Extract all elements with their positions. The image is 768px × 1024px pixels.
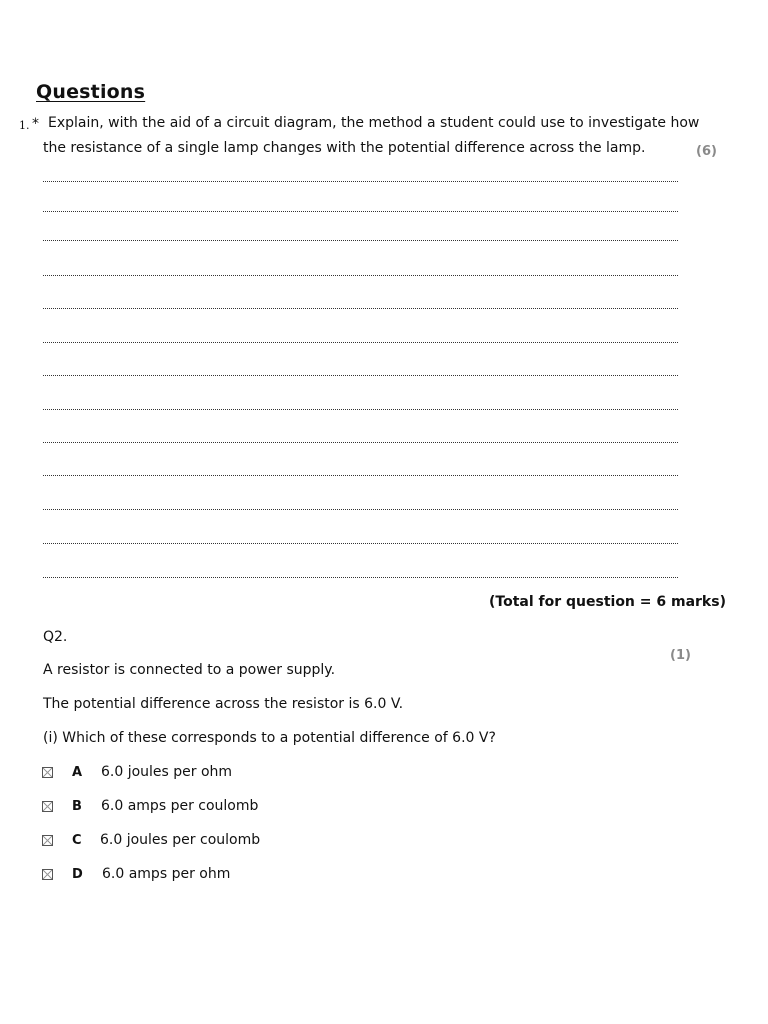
option-a-letter: A (72, 765, 83, 780)
answer-line[interactable] (43, 509, 678, 510)
question-1-text-line-2: the resistance of a single lamp changes with the potential difference across the lamp. (43, 140, 646, 156)
option-d-checkbox[interactable] (42, 869, 53, 880)
answer-line[interactable] (43, 308, 678, 309)
question-2-stem-line-1: A resistor is connected to a power supply. (43, 662, 336, 678)
question-2-part-i: (i) Which of these corresponds to a potential difference of 6.0 V? (43, 730, 496, 746)
question-1-text-line-1: Explain, with the aid of a circuit diagram, the method a student could use to investigate how (48, 115, 700, 131)
option-d-letter: D (72, 867, 83, 882)
answer-line[interactable] (43, 375, 678, 376)
question-2-label: Q2. (43, 629, 68, 645)
option-c-text: 6.0 joules per coulomb (100, 832, 261, 848)
option-d-text: 6.0 amps per ohm (102, 866, 231, 882)
answer-line[interactable] (43, 409, 678, 410)
answer-line[interactable] (43, 475, 678, 476)
answer-line[interactable] (43, 240, 678, 241)
question-2-stem-line-2: The potential difference across the resistor is 6.0 V. (43, 696, 404, 712)
page-heading: Questions (36, 81, 146, 103)
option-a-text: 6.0 joules per ohm (101, 764, 233, 780)
question-2-marks: (1) (670, 648, 691, 663)
answer-line[interactable] (43, 543, 678, 544)
question-1-total-marks: (Total for question = 6 marks) (489, 594, 726, 610)
question-1-star: * (32, 116, 39, 132)
answer-line[interactable] (43, 275, 678, 276)
option-c-checkbox[interactable] (42, 835, 53, 846)
answer-line[interactable] (43, 442, 678, 443)
option-b-text: 6.0 amps per coulomb (101, 798, 259, 814)
option-b-checkbox[interactable] (42, 801, 53, 812)
answer-line[interactable] (43, 181, 678, 182)
option-b-letter: B (72, 799, 82, 814)
answer-line[interactable] (43, 211, 678, 212)
option-a-checkbox[interactable] (42, 767, 53, 778)
answer-line[interactable] (43, 577, 678, 578)
answer-line[interactable] (43, 342, 678, 343)
option-c-letter: C (72, 833, 82, 848)
question-1-number: 1. (19, 119, 30, 132)
question-1-marks: (6) (696, 144, 717, 159)
